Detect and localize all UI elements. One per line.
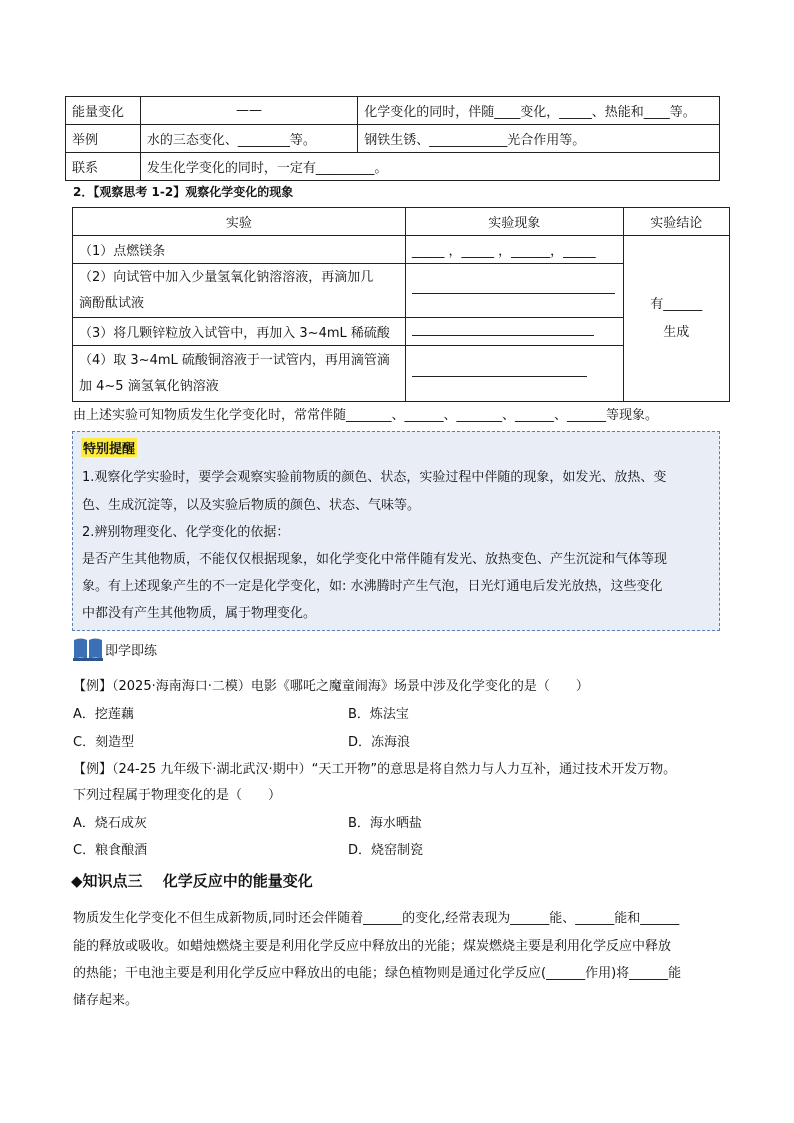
experiment-4 (73, 346, 406, 402)
table-cell-label: 联系 (66, 153, 141, 181)
tip-title: 特别提醒 (81, 438, 137, 457)
top-table (65, 96, 720, 181)
tip-line: 中都没有产生其他物质，属于物理变化。 (82, 606, 317, 621)
book-icon (73, 637, 103, 665)
example-2-option-d: D．烧窑制瓷 (348, 843, 424, 858)
tip-line: 1.观察化学实验时，要学会观察实验前物质的颜色、状态，实验过程中伴随的现象，如发光、放热、变 (82, 470, 667, 485)
answer-blank (412, 335, 594, 336)
phenomenon-1: _____ ，_____ ，______，_____ (405, 236, 623, 264)
tip-line: 是否产生其他物质，不能仅仅根据现象，如化学变化中常伴随有发光、放热变色、产生沉淀和气体等现 (82, 552, 668, 567)
knowledge-3-title: ◆知识点三 化学反应中的能量变化 (71, 872, 313, 890)
special-tip-box (72, 431, 720, 631)
table-cell: 水的三态变化、________等。 (140, 125, 357, 153)
table-cell-label: 能量变化 (66, 97, 141, 125)
header-phenomenon: 实验现象 (405, 208, 623, 236)
experiment-1: （1）点燃镁条 (73, 236, 406, 264)
phenomenon-2 (405, 264, 623, 318)
experiment-2-line1: （2）向试管中加入少量氢氧化钠溶溶液，再滴加几 (79, 269, 374, 285)
tip-line: 象。有上述现象产生的不一定是化学变化，如: 水沸腾时产生气泡，日光灯通电后发光放热，这些变化 (82, 579, 663, 594)
paragraph-line: 物质发生化学变化不但生成新物质,同时还会伴随着______的变化,经常表现为______能、______能和______ (73, 911, 680, 926)
paragraph-line: 的热能；干电池主要是利用化学反应中释放出的电能；绿色植物则是通过化学反应(______作用)将______能 (73, 966, 682, 981)
example-2-option-c: C．粮食酿酒 (73, 843, 148, 858)
experiment-3: （3）将几颗锌粒放入试管中，再加入 3~4mL 稀硫酸 (73, 318, 406, 346)
experiment-2-line2: 滴酚酞试液 (79, 295, 145, 311)
tip-line: 2.辨别物理变化、化学变化的依据： (82, 525, 290, 540)
table-cell: 发生化学变化的同时，一定有_________。 (140, 153, 719, 181)
phenomenon-4 (405, 346, 623, 402)
table-cell: —— (140, 97, 357, 125)
experiment-4-line1: （4）取 3~4mL 硫酸铜溶液于一试管内，再用滴管滴 (79, 352, 390, 368)
example-1-option-a: A．挖莲藕 (73, 707, 134, 722)
example-2-stem: 下列过程属于物理变化的是（ ） (73, 788, 282, 803)
experiment-table (72, 207, 730, 402)
example-1-option-d: D．冻海浪 (348, 735, 411, 750)
example-2-option-a: A．烧石成灰 (73, 816, 147, 831)
table-cell: 钢铁生锈、____________光合作用等。 (358, 125, 720, 153)
conclusion-line2: 生成 (663, 324, 690, 340)
header-conclusion: 实验结论 (623, 208, 729, 236)
tip-line: 色、生成沉淀等，以及实验后物质的颜色、状态、气味等。 (82, 498, 421, 513)
conclusion-cell (623, 236, 729, 402)
practice-label: 即学即练 (105, 644, 158, 659)
answer-blank (412, 293, 615, 294)
example-1-option-b: B．炼法宝 (348, 707, 409, 722)
example-1-stem: 【例】（2025·海南海口·二模）电影《哪吒之魔童闹海》场景中涉及化学变化的是（ ） (73, 679, 589, 694)
experiment-2 (73, 264, 406, 318)
summary-line: 由上述实验可知物质发生化学变化时，常常伴随_______、______、_______、______、______等现象。 (73, 408, 659, 423)
section-title: 2．【观察思考 1-2】观察化学变化的现象 (73, 185, 294, 199)
example-2-option-b: B．海水晒盐 (348, 816, 422, 831)
table-cell: 化学变化的同时，伴随____变化，_____、热能和____等。 (358, 97, 720, 125)
experiment-4-line2: 加 4~5 滴氢氧化钠溶液 (79, 378, 219, 394)
example-2-stem: 【例】（24-25 九年级下·湖北武汉·期中）“天工开物”的意思是将自然力与人力互补，通过技术开发万物。 (73, 762, 677, 777)
phenomenon-3 (405, 318, 623, 346)
table-cell-label: 举例 (66, 125, 141, 153)
paragraph-line: 储存起来。 (73, 993, 139, 1008)
header-experiment: 实验 (73, 208, 406, 236)
conclusion-line1: 有______ (650, 296, 703, 312)
paragraph-line: 能的释放或吸收。如蜡烛燃烧主要是利用化学反应中释放出的光能；煤炭燃烧主要是利用化学反应中释放 (73, 939, 672, 954)
answer-blank (412, 376, 587, 377)
example-1-option-c: C．刻造型 (73, 735, 135, 750)
